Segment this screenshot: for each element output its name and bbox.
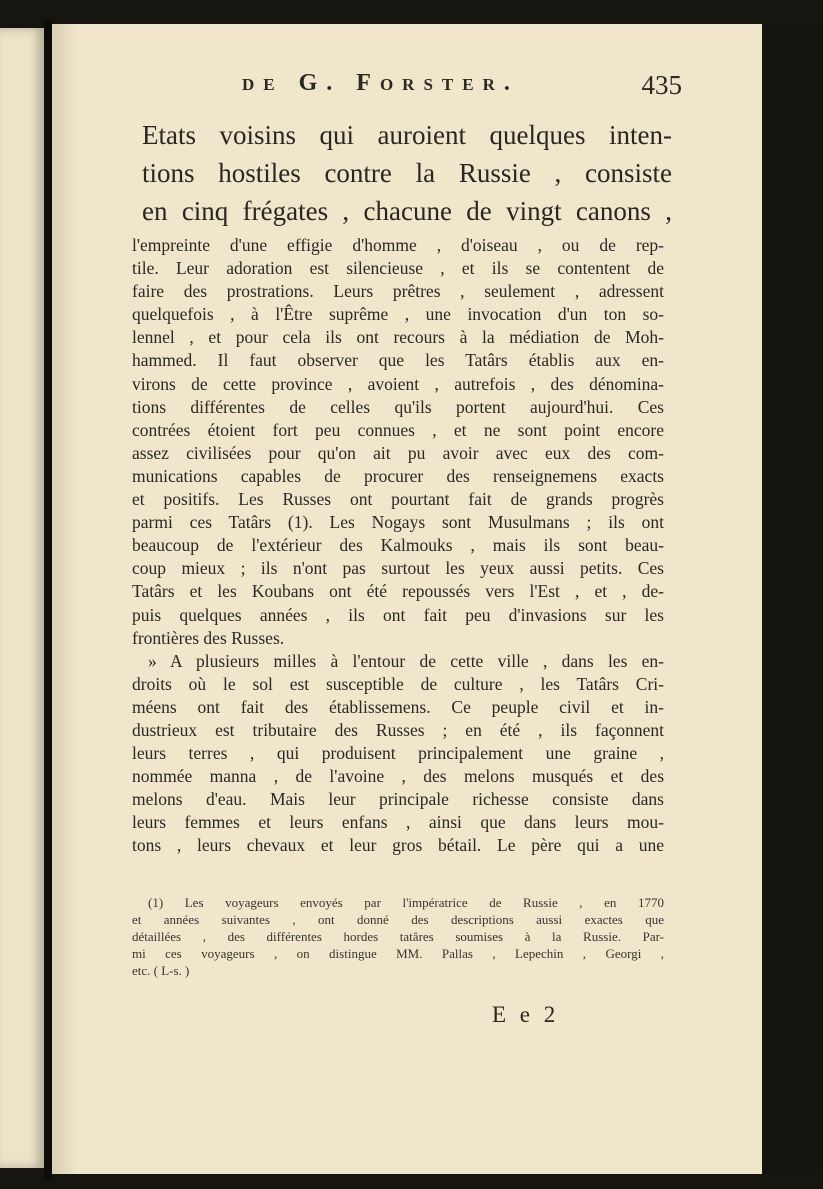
body-line: méens ont fait des établissemens. Ce peuple civil et in- [132, 696, 664, 717]
footnote-line: et années suivantes , ont donné des descriptions aussi exactes que [132, 912, 664, 927]
body-line: tons , leurs chevaux et leur gros bétail. Le père qui a une [132, 835, 664, 856]
carryover-line: tions hostiles contre la Russie , consiste [142, 158, 672, 188]
carryover-text [142, 116, 672, 230]
body-line: » A plusieurs milles à l'entour de cette ville , dans les en- [148, 650, 664, 671]
body-line: tile. Leur adoration est silencieuse , et ils se contentent de [132, 258, 664, 279]
body-line: lennel , et pour cela ils ont recours à la médiation de Moh- [132, 327, 664, 348]
body-line: beaucoup de l'extérieur des Kalmouks , mais ils sont beau- [132, 535, 664, 556]
body-text [132, 234, 664, 858]
body-line: leurs terres , qui produisent principalement une graine , [132, 743, 664, 764]
facing-page-edge [0, 28, 44, 1168]
body-line: melons d'eau. Mais leur principale richesse consiste dans [132, 789, 664, 810]
body-line: et positifs. Les Russes ont pourtant fait de grands progrès [132, 489, 664, 510]
body-line: dustrieux est tributaire des Russes ; en été , ils façonnent [132, 719, 664, 740]
footnote-line: détaillées , des différentes hordes tatâres soumises à la Russie. Par- [132, 929, 664, 944]
running-title: de G. Forster. [242, 70, 519, 96]
body-line: hammed. Il faut observer que les Tatârs établis aux en- [132, 350, 664, 371]
body-line: leurs femmes et leurs enfans , ainsi que dans leurs mou- [132, 812, 664, 833]
page-header [242, 70, 682, 110]
body-line: coup mieux ; ils n'ont pas surtout les yeux aussi petits. Ces [132, 558, 664, 579]
footnote-line: (1) Les voyageurs envoyés par l'impératrice de Russie , en 1770 [148, 895, 664, 910]
body-line: droits où le sol est susceptible de culture , les Tatârs Cri- [132, 673, 664, 694]
body-line: faire des prostrations. Leurs prêtres , seulement , adressent [132, 281, 664, 302]
carryover-line: en cinq frégates , chacune de vingt canons , [142, 196, 672, 226]
body-line: munications capables de procurer des renseignemens exacts [132, 465, 664, 486]
body-line: tions différentes de celles qu'ils portent aujourd'hui. Ces [132, 396, 664, 417]
body-line: frontières des Russes. [132, 627, 285, 648]
signature-mark: E e 2 [492, 1002, 560, 1027]
scan-background [762, 24, 823, 1174]
book-gutter [44, 20, 52, 1180]
body-line: l'empreinte d'une effigie d'homme , d'oiseau , ou de rep- [132, 235, 664, 255]
body-line: quelquefois , à l'Être suprême , une invocation d'un ton so- [132, 304, 664, 325]
footnote [132, 894, 664, 979]
footnote-line: etc. ( L-s. ) [132, 963, 190, 978]
page-number: 435 [641, 70, 682, 100]
body-line: Tatârs et les Koubans ont été repoussés vers l'Est , et , de- [132, 581, 664, 602]
body-line: nommée manna , de l'avoine , des melons musqués et des [132, 766, 664, 787]
footnote-line: mi ces voyageurs , on distingue MM. Pallas , Lepechin , Georgi , [132, 946, 664, 961]
body-line: parmi ces Tatârs (1). Les Nogays sont Musulmans ; ils ont [132, 512, 664, 533]
body-line: puis quelques années , ils ont fait peu d'invasions sur les [132, 604, 664, 625]
carryover-line: Etats voisins qui auroient quelques inten- [142, 120, 672, 150]
body-line: virons de cette province , avoient , autrefois , des dénomina- [132, 373, 664, 394]
body-line: assez civilisées pour qu'on ait pu avoir avec eux des com- [132, 442, 664, 463]
body-line: contrées étoient fort peu connues , et ne sont point encore [132, 419, 664, 440]
book-page [52, 24, 762, 1174]
